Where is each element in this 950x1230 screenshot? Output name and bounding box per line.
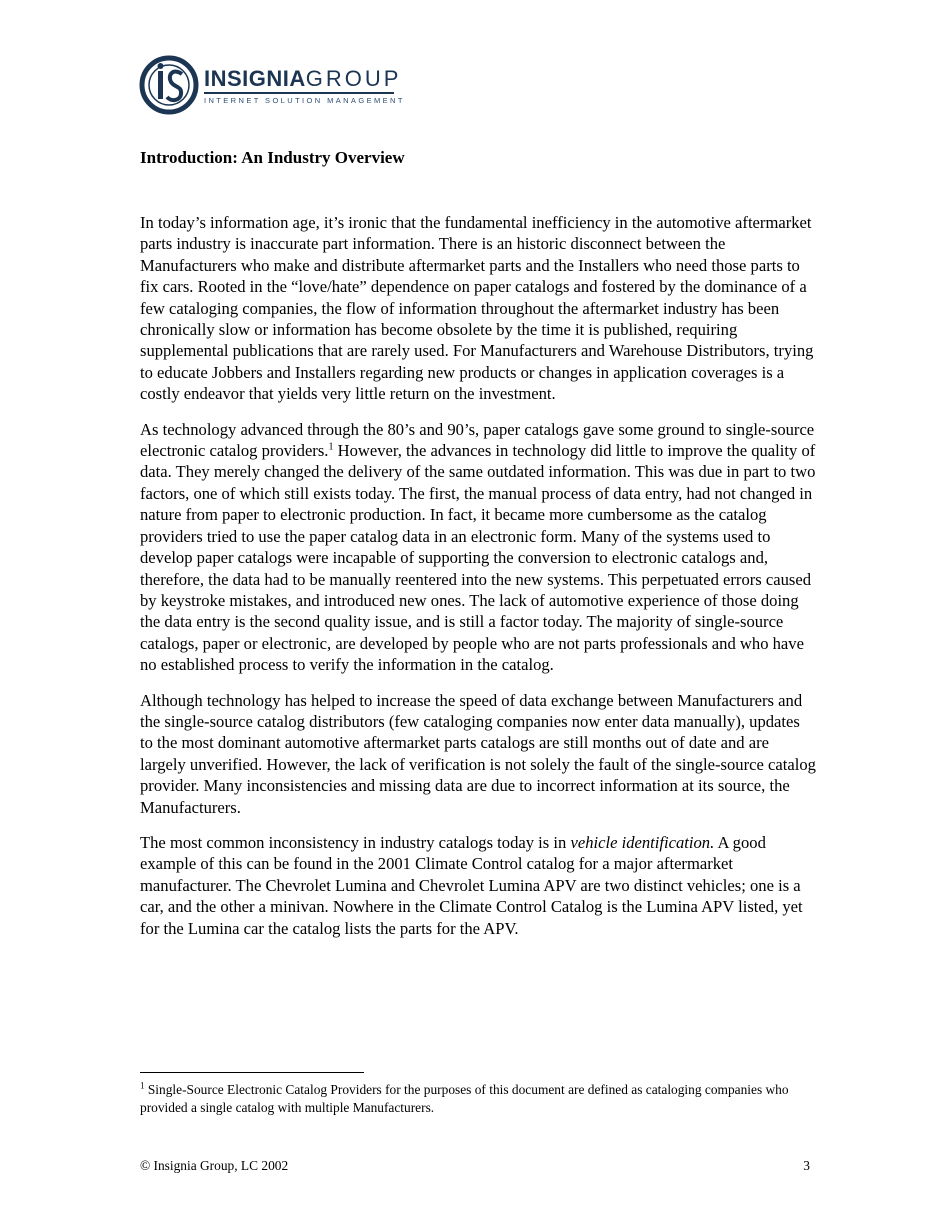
body-text	[140, 212, 816, 953]
footer-page-number: 3	[803, 1158, 810, 1173]
footnote	[140, 1081, 816, 1117]
paragraph-4-text-b: A good example of this can be found in the 2001 Climate Control catalog for a major aftermarket manufacturer. The Chevrolet Lumina and Chevrolet Lumina APV are two distinct vehicles; one is a car, and the other a minivan. Nowhere in the Climate Control Catalog is the Lumina APV listed, yet for the Lumina car the catalog lists the parts for the APV.	[140, 832, 803, 938]
paragraph-4-text-a: The most common inconsistency in industry catalogs today is in	[140, 832, 571, 852]
insignia-group-logo	[138, 54, 405, 116]
footnote-reference: 1	[328, 441, 334, 453]
paragraph-4-emphasis: vehicle identification.	[570, 832, 715, 852]
logo-tagline: INTERNET SOLUTION MANAGEMENT	[204, 96, 405, 105]
footnote-divider	[140, 1072, 364, 1073]
paragraph-2	[140, 419, 816, 676]
insignia-emblem-icon	[138, 54, 200, 116]
section-heading: Introduction: An Industry Overview	[140, 148, 405, 167]
logo-wordmark	[204, 66, 401, 92]
paragraph-3: Although technology has helped to increase the speed of data exchange between Manufacturers and the single-source catalog distributors (few cataloging companies now enter data manually), updates to the most dominant automotive aftermarket parts catalogs are still months out of date and are largely unverified. However, the lack of verification is not solely the fault of the single-source catalog provider. Many inconsistencies and missing data are due to incorrect information at its source, the Manufacturers.	[140, 690, 816, 817]
footnote-marker: 1	[140, 1080, 145, 1091]
logo-brand-bold: INSIGNIA	[204, 66, 306, 91]
logo-brand-light: GROUP	[305, 66, 402, 91]
logo-rule	[204, 92, 394, 94]
footer-copyright: © Insignia Group, LC 2002	[140, 1158, 289, 1173]
paragraph-1: In today’s information age, it’s ironic that the fundamental inefficiency in the automotive aftermarket parts industry is inaccurate part information. There is an historic disconnect between the Manufacturers who make and distribute aftermarket parts and the Installers who need those parts to fix cars. Rooted in the “love/hate” dependence on paper catalogs and fostered by the dominance of a few cataloging companies, the flow of information throughout the aftermarket industry has been chronically slow or information has become obsolete by the time it is published, requiring supplemental publications that are rarely used. For Manufacturers and Warehouse Distributors, trying to educate Jobbers and Installers regarding new products or changes in application coverages is a costly endeavor that yields very little return on the investment.	[140, 213, 814, 404]
paragraph-2-text-a: As technology advanced through the 80’s and 90’s, paper catalogs gave some ground to single-source electronic catalog providers.	[140, 419, 815, 461]
paragraph-4	[140, 832, 816, 939]
paragraph-2-text-b: However, the advances in technology did little to improve the quality of data. They merely changed the delivery of the same outdated information. This was due in part to two factors, one of which still exists today. The first, the manual process of data entry, had not changed in nature from paper to electronic production. In fact, it became more cumbersome as the catalog providers tried to use the paper catalog data in an electronic form. Many of the systems used to develop paper catalogs were incapable of supporting the conversion to electronic catalogs and, therefore, the data had to be manually reentered into the new systems. This perpetuated errors caused by keystroke mistakes, and introduced new ones. The lack of automotive experience of those doing the data entry is the second quality issue, and is still a factor today. The majority of single-source catalogs, paper or electronic, are developed by people who are not parts professionals and who have no established process to verify the information in the catalog.	[140, 441, 816, 675]
footnote-text: Single-Source Electronic Catalog Providers for the purposes of this document are defined as cataloging companies who provided a single catalog with multiple Manufacturers.	[140, 1082, 789, 1115]
